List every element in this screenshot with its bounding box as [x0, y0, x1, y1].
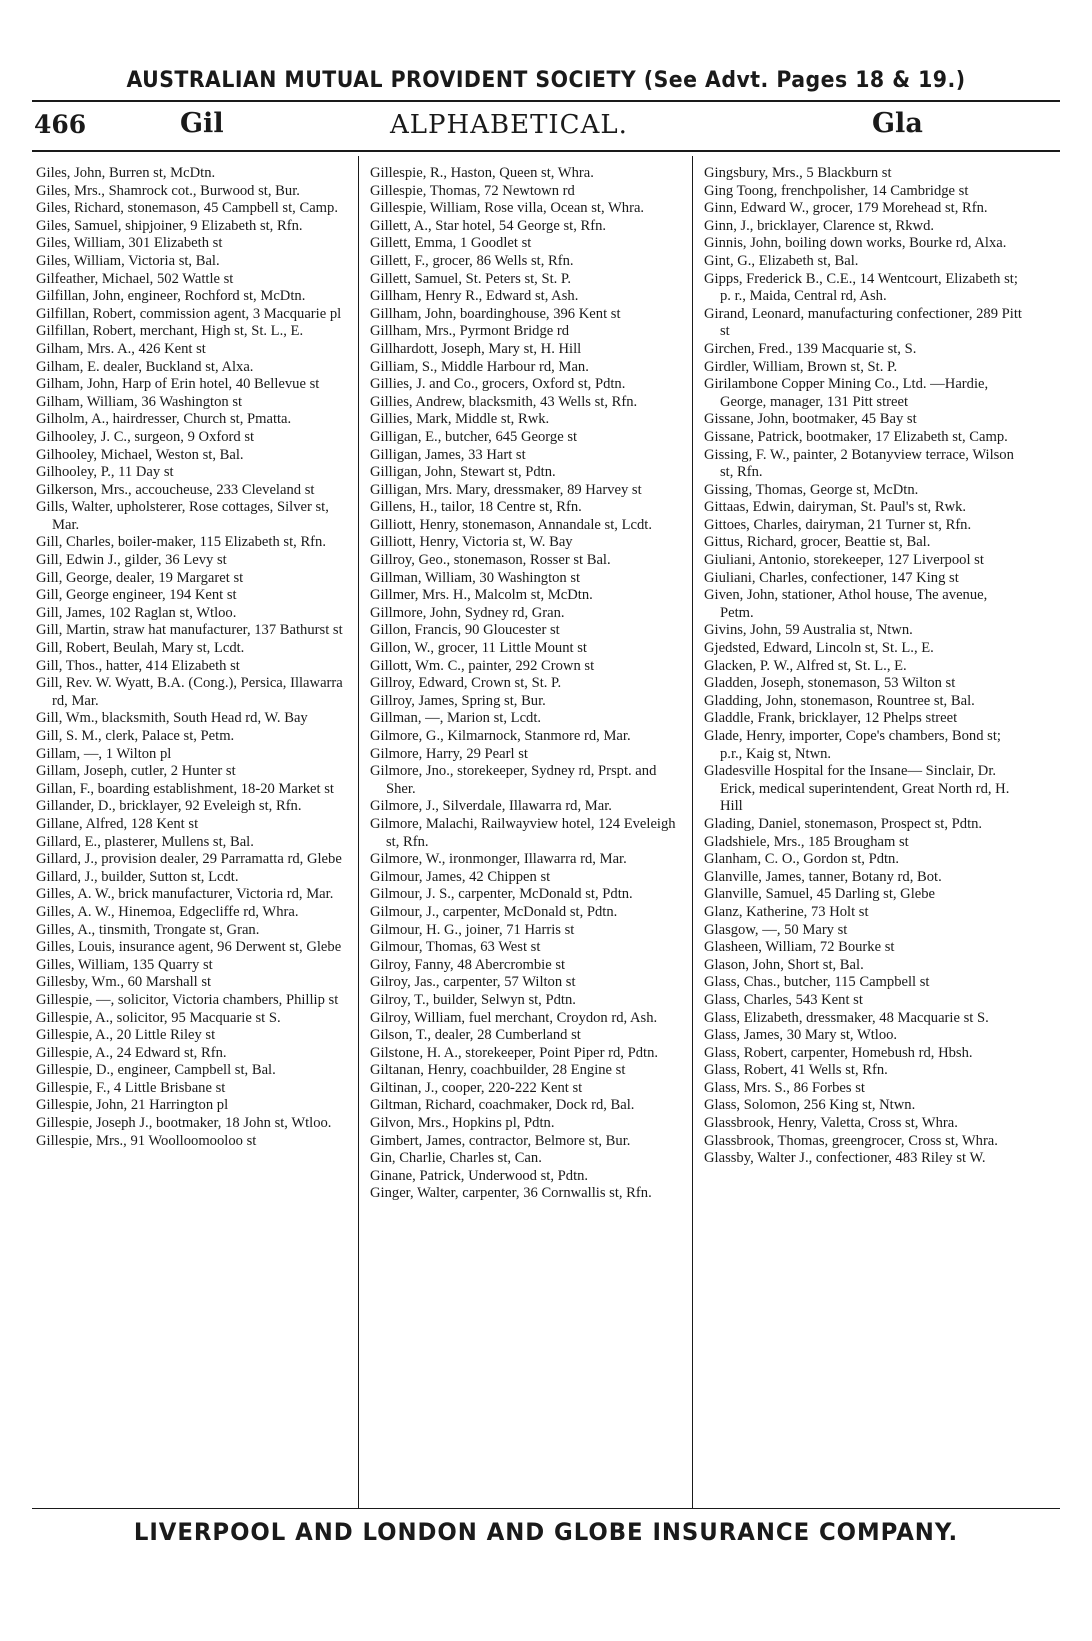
directory-entry: Ginn, J., bricklayer, Clarence st, Rkwd.	[704, 217, 935, 234]
directory-entry: Gilhooley, Michael, Weston st, Bal.	[36, 446, 244, 463]
directory-entry: Glassby, Walter J., confectioner, 483 Riley st W.	[704, 1150, 986, 1167]
directory-entry: Glanz, Katherine, 73 Holt st	[704, 903, 869, 920]
directory-column-1	[36, 165, 352, 1150]
directory-entry: Giles, Richard, stonemason, 45 Campbell st, Camp.	[36, 200, 338, 217]
directory-entry: Gillett, Samuel, St. Peters st, St. P.	[370, 270, 572, 287]
directory-entry: Giles, Samuel, shipjoiner, 9 Elizabeth st, Rfn.	[36, 217, 303, 234]
directory-entry: Glasheen, William, 72 Bourke st	[704, 939, 895, 956]
directory-entry: Gill, James, 102 Raglan st, Wtloo.	[36, 604, 237, 621]
directory-entry: Giles, William, 301 Elizabeth st	[36, 235, 223, 252]
directory-entry: Giles, John, Burren st, McDtn.	[36, 165, 216, 181]
directory-entry: Gingsbury, Mrs., 5 Blackburn st	[704, 165, 892, 181]
footer-rule	[32, 1508, 1060, 1509]
directory-entry: Gilmore, Jno., storekeeper, Sydney rd, Prspt. and Sher.	[370, 763, 657, 797]
column-divider-right	[692, 156, 693, 1508]
guide-word-right: Gla	[872, 108, 923, 139]
directory-entry: Gillham, John, boardinghouse, 396 Kent st	[370, 305, 621, 322]
directory-entry: Gillon, W., grocer, 11 Little Mount st	[370, 640, 587, 657]
directory-entry: Gillespie, William, Rose villa, Ocean st, Whra.	[370, 200, 645, 217]
directory-entry: Gill, Edwin J., gilder, 36 Levy st	[36, 552, 227, 569]
directory-entry: Gillies, Mark, Middle st, Rwk.	[370, 411, 550, 428]
directory-entry: Gillam, Joseph, cutler, 2 Hunter st	[36, 763, 236, 780]
directory-entry: Gilmore, Malachi, Railwayview hotel, 124 Eveleigh st, Rfn.	[370, 815, 676, 850]
directory-entry: Gladding, John, stonemason, Rountree st, Bal.	[704, 692, 975, 709]
directory-entry: Ginane, Patrick, Underwood st, Pdtn.	[370, 1167, 589, 1184]
directory-entry: Gimbert, James, contractor, Belmore st, Bur.	[370, 1132, 631, 1149]
directory-entry: Gilmore, Harry, 29 Pearl st	[370, 745, 528, 762]
directory-entry: Gill, Robert, Beulah, Mary st, Lcdt.	[36, 640, 245, 657]
directory-entry: Gillespie, A., 20 Little Riley st	[36, 1027, 216, 1044]
directory-entry: Girchen, Fred., 139 Macquarie st, S.	[704, 340, 917, 357]
directory-entry: Glassbrook, Henry, Valetta, Cross st, Whra.	[704, 1115, 958, 1132]
directory-entry: Gilles, William, 135 Quarry st	[36, 956, 213, 973]
directory-entry: Gillespie, Joseph J., bootmaker, 18 John st, Wtloo.	[36, 1115, 332, 1132]
directory-entry: Gilfeather, Michael, 502 Wattle st	[36, 270, 234, 287]
directory-entry: Gillespie, D., engineer, Campbell st, Bal.	[36, 1062, 276, 1079]
directory-entry: Gint, G., Elizabeth st, Bal.	[704, 252, 859, 269]
directory-entry: Gilliott, Henry, stonemason, Annandale st, Lcdt.	[370, 516, 652, 533]
directory-entry: Gilson, T., dealer, 28 Cumberland st	[370, 1027, 581, 1044]
directory-entry: Gillespie, —, solicitor, Victoria chambers, Phillip st	[36, 991, 339, 1008]
directory-entry: Gillies, J. and Co., grocers, Oxford st, Pdtn.	[370, 376, 626, 393]
directory-entry: Gilhooley, J. C., surgeon, 9 Oxford st	[36, 428, 255, 445]
directory-entry: Giles, Mrs., Shamrock cot., Burwood st, Bur.	[36, 182, 300, 199]
directory-entry: Gilles, A., tinsmith, Trongate st, Gran.	[36, 921, 260, 938]
directory-entry: Glade, Henry, importer, Cope's chambers, Bond st; p.r., Kaig st, Ntwn.	[704, 728, 1001, 762]
directory-entry: Gittus, Richard, grocer, Beattie st, Bal.	[704, 534, 931, 551]
directory-entry: Gillens, H., tailor, 18 Centre st, Rfn.	[370, 499, 582, 516]
directory-entry: Ginger, Walter, carpenter, 36 Cornwallis st, Rfn.	[370, 1185, 652, 1202]
directory-entry: Gilmore, J., Silverdale, Illawarra rd, Mar.	[370, 798, 612, 815]
directory-entry: Gillett, Emma, 1 Goodlet st	[370, 235, 532, 252]
directory-entry: Gladesville Hospital for the Insane— Sinclair, Dr. Erick, medical superintendent, Great North rd, H. Hill	[704, 763, 1010, 815]
directory-entry: Gissing, Thomas, George st, McDtn.	[704, 481, 919, 498]
directory-entry: Gill, Charles, boiler-maker, 115 Elizabeth st, Rfn.	[36, 534, 326, 551]
directory-entry: Gill, Wm., blacksmith, South Head rd, W. Bay	[36, 710, 308, 727]
directory-entry: Gilham, John, Harp of Erin hotel, 40 Bellevue st	[36, 376, 320, 393]
directory-entry: Gilroy, T., builder, Selwyn st, Pdtn.	[370, 991, 576, 1008]
directory-entry: Gilliam, S., Middle Harbour rd, Man.	[370, 358, 589, 375]
directory-entry: Glass, Charles, 543 Kent st	[704, 991, 863, 1008]
directory-entry: Girilambone Copper Mining Co., Ltd. —Hardie, George, manager, 131 Pitt street	[704, 376, 989, 410]
directory-entry: Gillmore, John, Sydney rd, Gran.	[370, 604, 565, 621]
directory-entry: Giles, William, Victoria st, Bal.	[36, 252, 220, 269]
directory-entry: Gilfillan, John, engineer, Rochford st, McDtn.	[36, 288, 306, 305]
directory-entry: Girdler, William, Brown st, St. P.	[704, 358, 898, 375]
directory-entry: Gillane, Alfred, 128 Kent st	[36, 815, 199, 832]
directory-entry: Gilvon, Mrs., Hopkins pl, Pdtn.	[370, 1115, 555, 1132]
directory-entry: Gilligan, E., butcher, 645 George st	[370, 428, 578, 445]
directory-entry: Giltman, Richard, coachmaker, Dock rd, Bal.	[370, 1097, 635, 1114]
directory-entry: Gilmore, W., ironmonger, Illawarra rd, Mar.	[370, 851, 627, 868]
directory-entry: Glass, Robert, 41 Wells st, Rfn.	[704, 1062, 888, 1079]
directory-entry: Ging Toong, frenchpolisher, 14 Cambridge st	[704, 182, 969, 199]
directory-entry: Gissane, John, bootmaker, 45 Bay st	[704, 411, 917, 428]
directory-entry: Gilmour, J. S., carpenter, McDonald st, Pdtn.	[370, 886, 633, 903]
directory-entry: Gilligan, James, 33 Hart st	[370, 446, 526, 463]
directory-entry: Gladden, Joseph, stonemason, 53 Wilton st	[704, 675, 956, 692]
directory-entry: Giuliani, Charles, confectioner, 147 King st	[704, 569, 959, 586]
directory-entry: Gillman, —, Marion st, Lcdt.	[370, 710, 542, 727]
directory-entry: Gilmour, J., carpenter, McDonald st, Pdtn.	[370, 903, 618, 920]
directory-entry: Gillroy, Geo., stonemason, Rosser st Bal.	[370, 552, 611, 569]
directory-entry: Gillon, Francis, 90 Gloucester st	[370, 622, 560, 639]
directory-entry: Gilmour, James, 42 Chippen st	[370, 868, 551, 885]
directory-entry: Gissing, F. W., painter, 2 Botanyview terrace, Wilson st, Rfn.	[704, 446, 1014, 481]
directory-entry: Gilroy, Jas., carpenter, 57 Wilton st	[370, 974, 576, 991]
directory-entry: Gillham, Mrs., Pyrmont Bridge rd	[370, 323, 570, 340]
header-rule	[32, 100, 1060, 102]
directory-column-2	[370, 165, 688, 1203]
directory-entry: Glass, James, 30 Mary st, Wtloo.	[704, 1027, 898, 1044]
header-advertisement: AUSTRALIAN MUTUAL PROVIDENT SOCIETY (See Advt. Pages 18 & 19.)	[126, 68, 966, 93]
directory-entry: Gjedsted, Edward, Lincoln st, St. L., E.	[704, 640, 934, 657]
directory-entry: Glanham, C. O., Gordon st, Pdtn.	[704, 851, 899, 868]
directory-entry: Gillespie, Mrs., 91 Woolloomooloo st	[36, 1132, 257, 1149]
column-divider-left	[358, 156, 359, 1508]
directory-entry: Gilroy, Fanny, 48 Abercrombie st	[370, 956, 566, 973]
directory-entry: Gillard, E., plasterer, Mullens st, Bal.	[36, 833, 254, 850]
directory-entry: Giltanan, Henry, coachbuilder, 28 Engine st	[370, 1062, 626, 1079]
directory-entry: Gill, Rev. W. Wyatt, B.A. (Cong.), Persica, Illawarra rd, Mar.	[36, 675, 343, 709]
directory-entry: Gilhooley, P., 11 Day st	[36, 464, 174, 481]
directory-entry: Gill, Thos., hatter, 414 Elizabeth st	[36, 657, 240, 674]
directory-entry: Giuliani, Antonio, storekeeper, 127 Liverpool st	[704, 552, 984, 569]
directory-entry: Glanville, Samuel, 45 Darling st, Glebe	[704, 886, 936, 903]
page-number: 466	[34, 110, 87, 139]
directory-entry: Gilliott, Henry, Victoria st, W. Bay	[370, 534, 573, 551]
directory-entry: Gillhardott, Joseph, Mary st, H. Hill	[370, 340, 582, 357]
directory-entry: Gillard, J., provision dealer, 29 Parramatta rd, Glebe	[36, 851, 342, 868]
directory-entry: Gissane, Patrick, bootmaker, 17 Elizabeth st, Camp.	[704, 428, 1008, 445]
directory-entry: Gill, George engineer, 194 Kent st	[36, 587, 237, 604]
directory-entry: Gladdle, Frank, bricklayer, 12 Phelps street	[704, 710, 958, 727]
directory-entry: Glass, Elizabeth, dressmaker, 48 Macquarie st S.	[704, 1009, 989, 1026]
directory-entry: Gillott, Wm. C., painter, 292 Crown st	[370, 657, 595, 674]
directory-entry: Gilles, A. W., brick manufacturer, Victoria rd, Mar.	[36, 886, 334, 903]
directory-entry: Gilham, E. dealer, Buckland st, Alxa.	[36, 358, 254, 375]
directory-entry: Gilroy, William, fuel merchant, Croydon rd, Ash.	[370, 1009, 658, 1026]
footer-advertisement: LIVERPOOL AND LONDON AND GLOBE INSURANCE COMPANY.	[133, 1518, 959, 1546]
directory-entry: Glason, John, Short st, Bal.	[704, 956, 864, 973]
directory-entry: Gillett, A., Star hotel, 54 George st, Rfn.	[370, 217, 607, 234]
directory-entry: Gilmour, H. G., joiner, 71 Harris st	[370, 921, 575, 938]
directory-entry: Gillett, F., grocer, 86 Wells st, Rfn.	[370, 252, 574, 269]
directory-entry: Ginnis, John, boiling down works, Bourke rd, Alxa.	[704, 235, 1007, 252]
directory-entry: Gipps, Frederick B., C.E., 14 Wentcourt, Elizabeth st; p. r., Maida, Central rd, Ash.	[704, 270, 1018, 305]
directory-entry: Gittoes, Charles, dairyman, 21 Turner st, Rfn.	[704, 516, 972, 533]
directory-entry: Glassbrook, Thomas, greengrocer, Cross st, Whra.	[704, 1132, 998, 1149]
directory-entry: Gilmore, G., Kilmarnock, Stanmore rd, Mar.	[370, 728, 631, 744]
directory-entry: Gin, Charlie, Charles st, Can.	[370, 1150, 542, 1167]
directory-entry: Gilfillan, Robert, commission agent, 3 Macquarie pl	[36, 305, 342, 322]
section-title: ALPHABETICAL.	[390, 110, 628, 140]
directory-entry: Gillespie, John, 21 Harrington pl	[36, 1097, 229, 1114]
directory-entry: Gilmour, Thomas, 63 West st	[370, 939, 541, 956]
directory-entry: Gilholm, A., hairdresser, Church st, Pmatta.	[36, 411, 292, 428]
directory-entry: Glass, Chas., butcher, 115 Campbell st	[704, 974, 930, 991]
directory-entry: Gillard, J., builder, Sutton st, Lcdt.	[36, 868, 239, 885]
directory-entry: Glass, Robert, carpenter, Homebush rd, Hbsh.	[704, 1044, 973, 1061]
directory-entry: Gill, Martin, straw hat manufacturer, 137 Bathurst st	[36, 622, 343, 639]
directory-entry: Gilstone, H. A., storekeeper, Point Piper rd, Pdtn.	[370, 1044, 659, 1061]
directory-entry: Glass, Mrs. S., 86 Forbes st	[704, 1079, 865, 1096]
directory-entry: Gills, Walter, upholsterer, Rose cottages, Silver st, Mar.	[36, 499, 329, 533]
directory-entry: Gilligan, Mrs. Mary, dressmaker, 89 Harvey st	[370, 481, 642, 498]
guide-word-left: Gil	[180, 108, 224, 139]
directory-entry: Gilkerson, Mrs., accoucheuse, 233 Cleveland st	[36, 481, 315, 498]
directory-entry: Glacken, P. W., Alfred st, St. L., E.	[704, 657, 907, 674]
directory-entry: Gillespie, R., Haston, Queen st, Whra.	[370, 165, 594, 181]
directory-entry: Glanville, James, tanner, Botany rd, Bot.	[704, 868, 942, 885]
directory-entry: Gillesby, Wm., 60 Marshall st	[36, 974, 212, 991]
directory-entry: Gillmer, Mrs. H., Malcolm st, McDtn.	[370, 587, 593, 604]
directory-entry: Giltinan, J., cooper, 220-222 Kent st	[370, 1079, 583, 1096]
directory-entry: Gillam, —, 1 Wilton pl	[36, 745, 172, 762]
directory-entry: Gillespie, Thomas, 72 Newtown rd	[370, 182, 575, 199]
directory-entry: Gillander, D., bricklayer, 92 Eveleigh st, Rfn.	[36, 798, 302, 815]
directory-entry: Gillespie, F., 4 Little Brisbane st	[36, 1079, 226, 1096]
directory-entry: Gillman, William, 30 Washington st	[370, 569, 581, 586]
directory-entry: Gilles, A. W., Hinemoa, Edgecliffe rd, Whra.	[36, 903, 299, 920]
directory-entry: Gillies, Andrew, blacksmith, 43 Wells st, Rfn.	[370, 393, 638, 410]
directory-entry: Gladshiele, Mrs., 185 Brougham st	[704, 833, 909, 850]
directory-entry: Given, John, stationer, Athol house, The avenue, Petm.	[704, 587, 988, 621]
directory-entry: Gillespie, A., 24 Edward st, Rfn.	[36, 1044, 227, 1061]
directory-entry: Gillan, F., boarding establishment, 18-20 Market st	[36, 780, 334, 797]
directory-entry: Gillham, Henry R., Edward st, Ash.	[370, 288, 579, 305]
directory-entry: Gill, George, dealer, 19 Margaret st	[36, 569, 244, 586]
directory-entry: Ginn, Edward W., grocer, 179 Morehead st, Rfn.	[704, 200, 988, 217]
directory-entry: Girand, Leonard, manufacturing confectioner, 289 Pitt st	[704, 305, 1022, 340]
directory-entry: Glasgow, —, 50 Mary st	[704, 921, 848, 938]
directory-entry: Givins, John, 59 Australia st, Ntwn.	[704, 622, 913, 639]
directory-entry: Gillroy, Edward, Crown st, St. P.	[370, 675, 562, 692]
directory-entry: Gillespie, A., solicitor, 95 Macquarie st S.	[36, 1009, 281, 1026]
directory-entry: Gilfillan, Robert, merchant, High st, St. L., E.	[36, 323, 304, 340]
directory-entry: Gittaas, Edwin, dairyman, St. Paul's st, Rwk.	[704, 499, 967, 516]
directory-entry: Glading, Daniel, stonemason, Prospect st, Pdtn.	[704, 815, 983, 832]
directory-entry: Glass, Solomon, 256 King st, Ntwn.	[704, 1097, 916, 1114]
directory-entry: Gilham, Mrs. A., 426 Kent st	[36, 340, 206, 357]
directory-column-3	[704, 165, 1022, 1168]
directory-entry: Gilligan, John, Stewart st, Pdtn.	[370, 464, 556, 481]
directory-entry: Gilles, Louis, insurance agent, 96 Derwent st, Glebe	[36, 939, 342, 956]
directory-entry: Gilham, William, 36 Washington st	[36, 393, 243, 410]
directory-entry: Gillroy, James, Spring st, Bur.	[370, 692, 546, 709]
directory-entry: Gill, S. M., clerk, Palace st, Petm.	[36, 728, 235, 744]
title-rule	[32, 150, 1060, 152]
